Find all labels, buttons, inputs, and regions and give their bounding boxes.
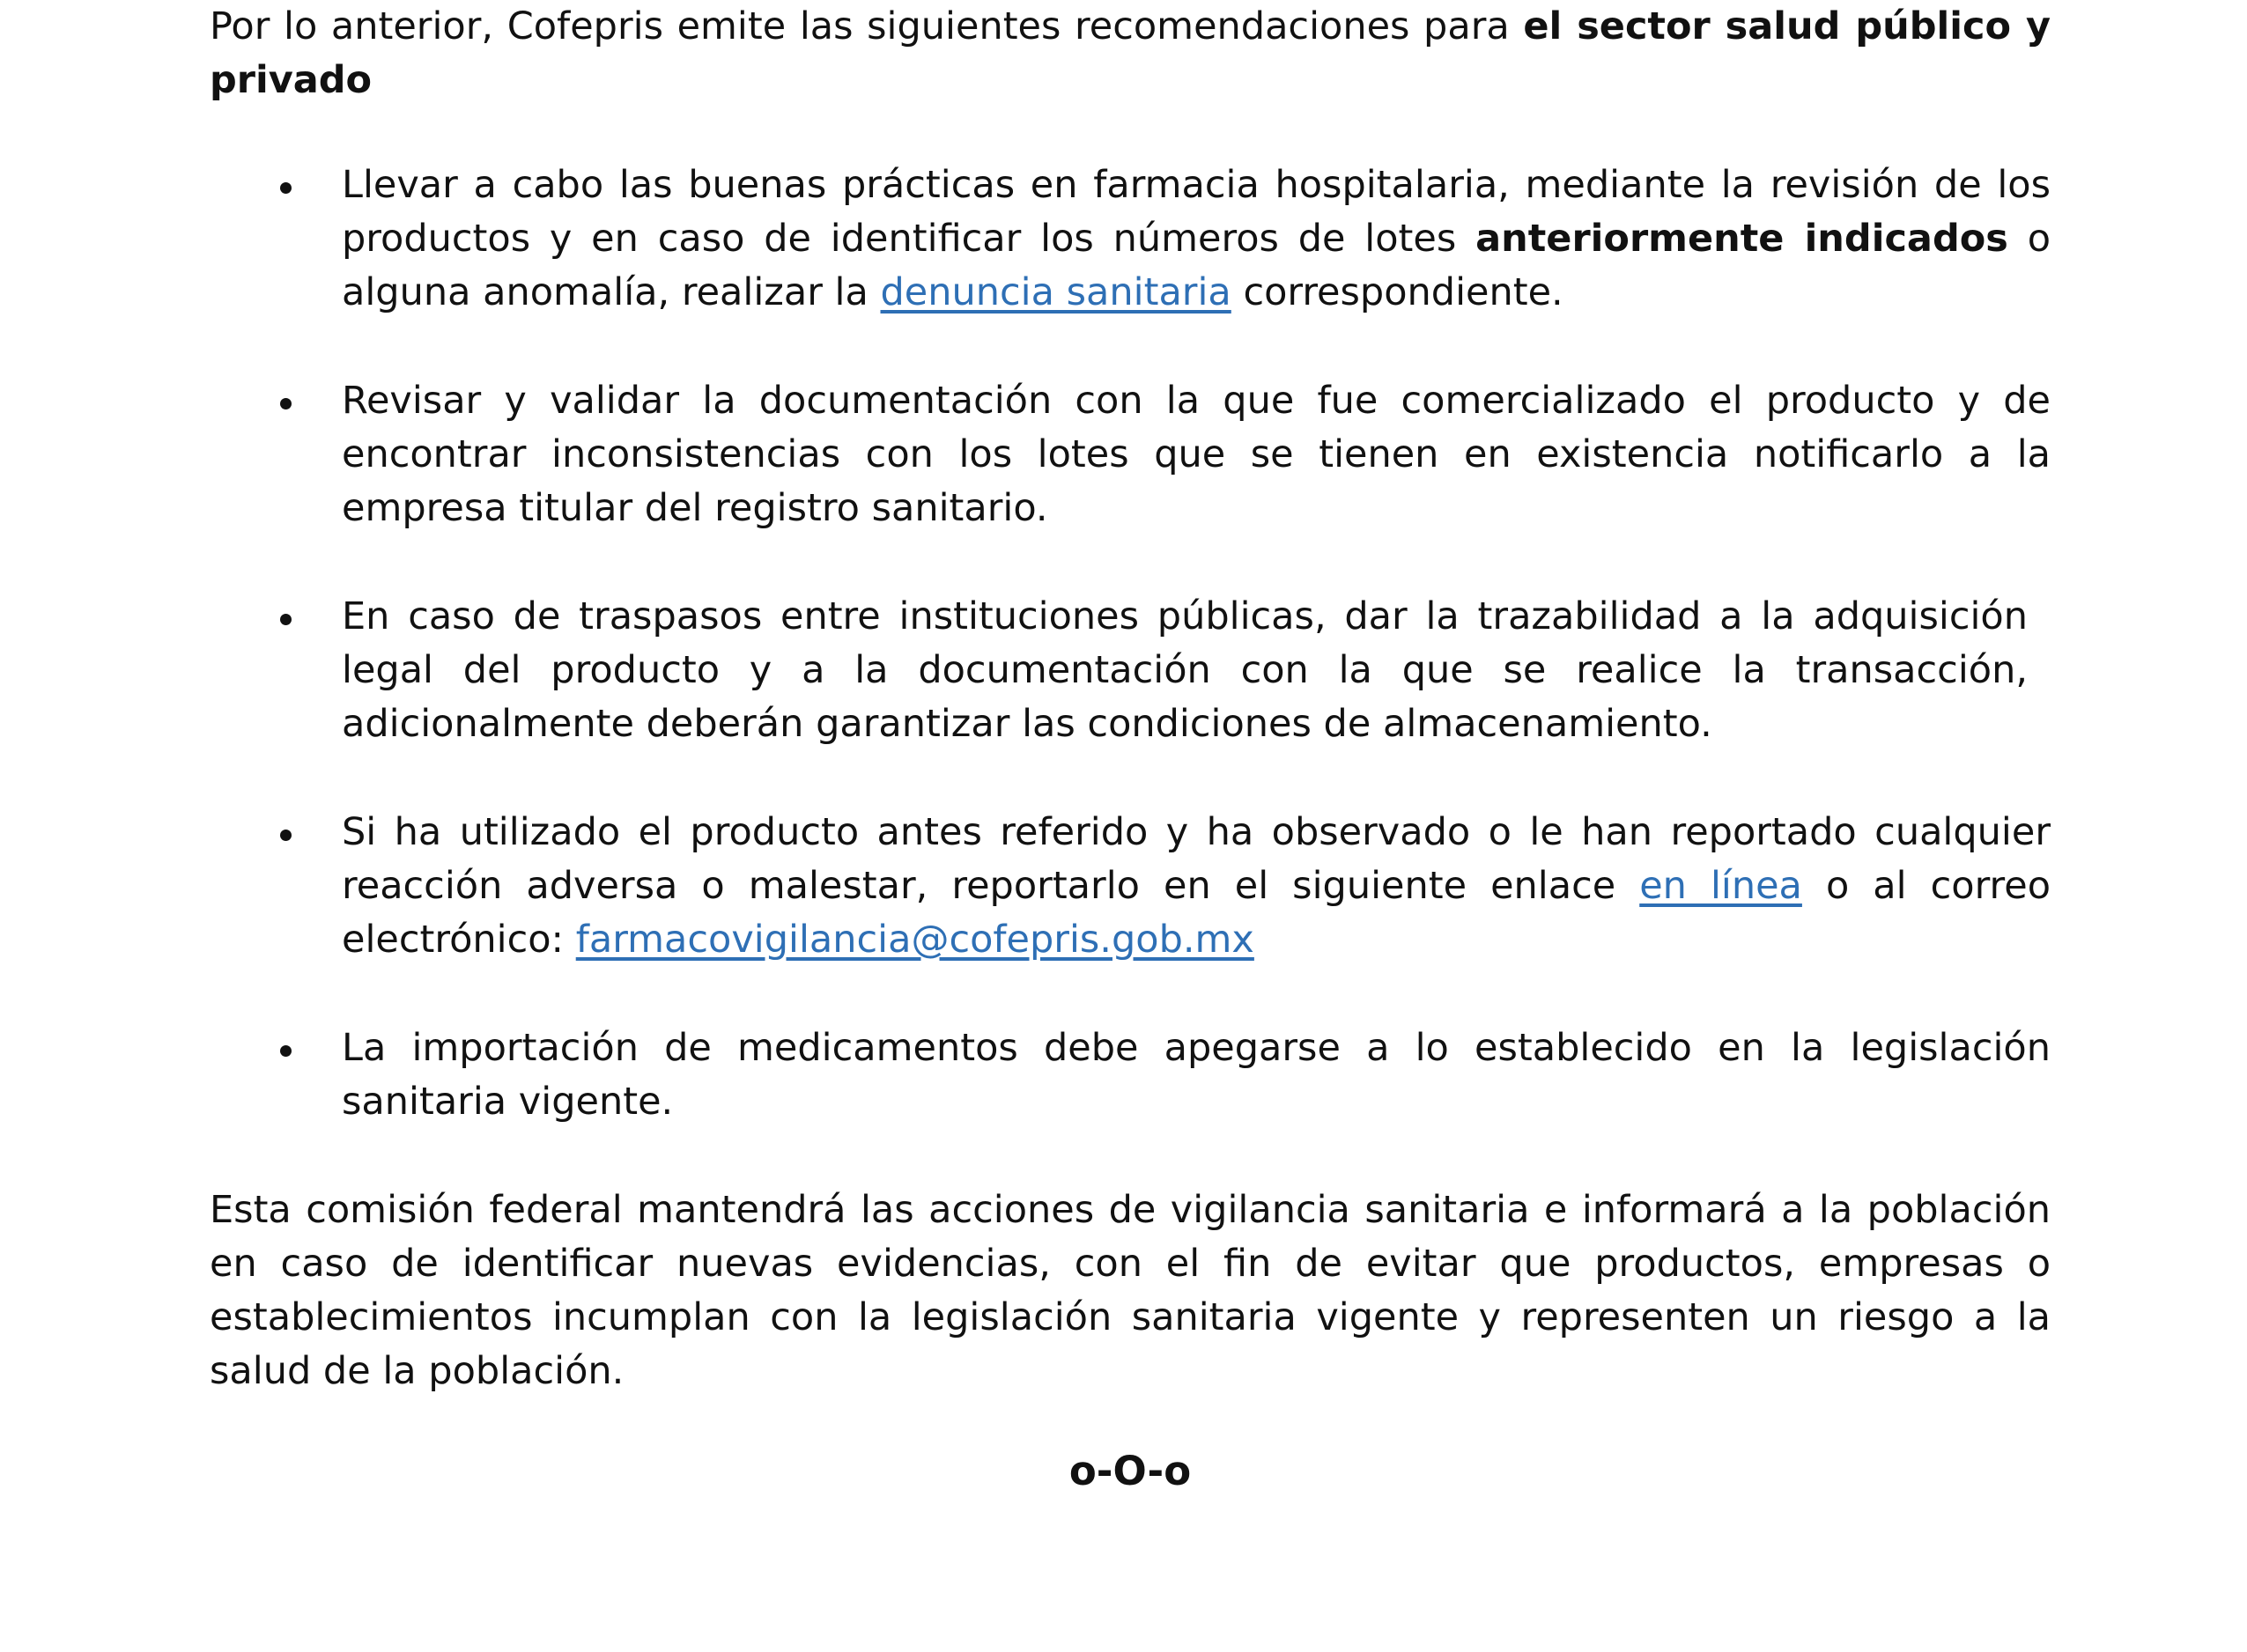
intro-bold-text: el sector salud público y privado xyxy=(210,4,2051,102)
item-text: Si ha utilizado el producto antes referido y ha observado o le han reportado cualquier reacción adversa o malestar, reportarlo en el siguiente enlace xyxy=(342,810,2051,908)
intro-paragraph xyxy=(210,0,2051,107)
item-text: La importación de medicamentos debe apegarse a lo establecido en la legislación sanitaria vigente. xyxy=(342,1026,2051,1124)
en-linea-link[interactable]: en línea xyxy=(1639,864,1802,908)
item-text: o al correo electrónico: xyxy=(342,864,2051,962)
recommendations-list xyxy=(210,159,2051,1129)
item-text: o alguna anomalía, realizar la xyxy=(342,217,2051,314)
item-text: correspondiente. xyxy=(1231,270,1563,314)
list-item xyxy=(210,374,2051,535)
email-link[interactable]: farmacovigilancia@cofepris.gob.mx xyxy=(575,918,1254,962)
bullet-icon xyxy=(280,614,292,625)
bullet-icon xyxy=(280,830,292,841)
bullet-icon xyxy=(280,398,292,409)
list-item xyxy=(210,806,2051,967)
intro-text: Por lo anterior, Cofepris emite las siguientes recomendaciones para xyxy=(210,4,1524,48)
closing-paragraph: Esta comisión federal mantendrá las acciones de vigilancia sanitaria e informará a la población en caso de identificar nuevas evidencias, con el fin de evitar que productos, empresas o establecimientos incumplan con la legislación sanitaria vigente y representen un riesgo a la salud de la población. xyxy=(210,1188,2051,1393)
item-bold-text: anteriormente indicados xyxy=(1475,217,2008,261)
list-item xyxy=(210,159,2051,320)
item-text: Llevar a cabo las buenas prácticas en farmacia hospitalaria, mediante la revisión de los productos y en caso de identificar los números de lotes xyxy=(342,163,2051,261)
list-item xyxy=(210,590,2051,751)
item-text: Revisar y validar la documentación con la que fue comercializado el producto y de encontrar inconsistencias con los lotes que se tienen en existencia notificarlo a la empresa titular del registro sanitario. xyxy=(342,379,2051,530)
denuncia-sanitaria-link[interactable]: denuncia sanitaria xyxy=(880,270,1231,314)
item-text: En caso de traspasos entre instituciones públicas, dar la trazabilidad a la adquisición legal del producto y a la documentación con la que se realice la transacción, adicionalmente deberán garantizar las condiciones de almacenamiento. xyxy=(342,594,2028,746)
bullet-icon xyxy=(280,1045,292,1057)
list-item xyxy=(210,1021,2051,1129)
document-page xyxy=(210,0,2051,1494)
end-separator: o-O-o xyxy=(1068,1448,1192,1494)
bullet-icon xyxy=(280,182,292,194)
